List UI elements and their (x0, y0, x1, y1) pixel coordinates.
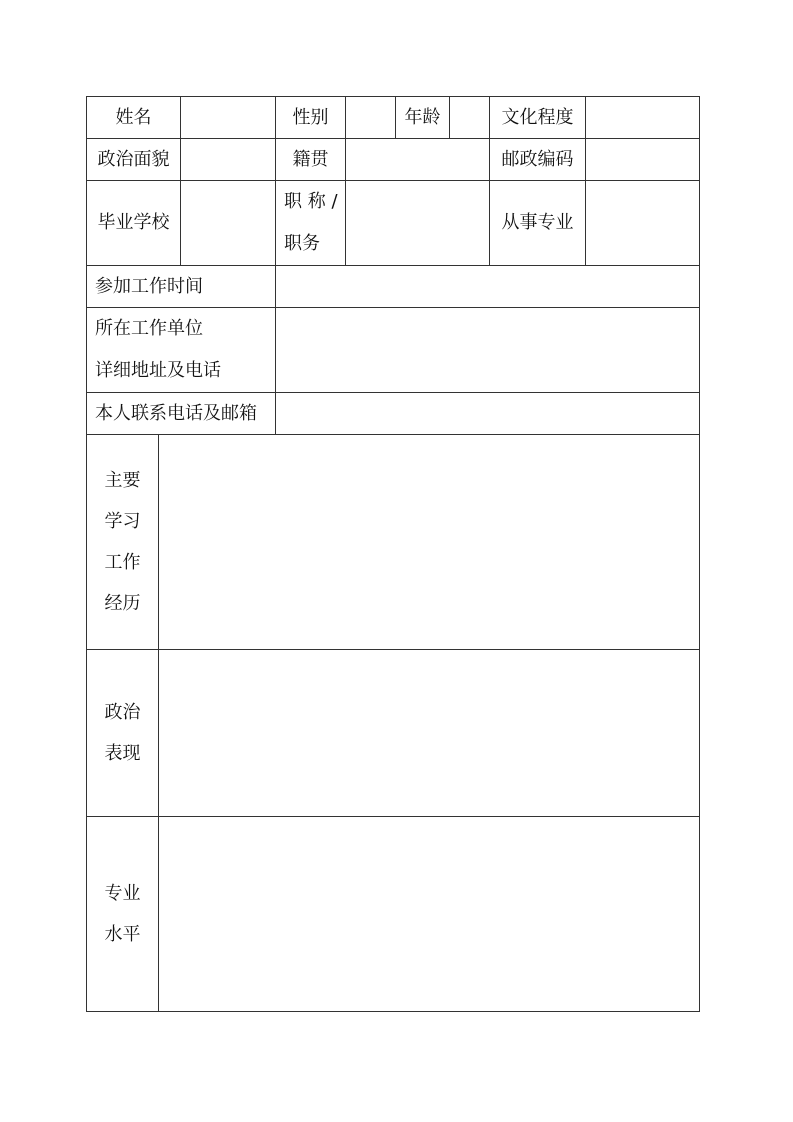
row-basic-info (87, 97, 700, 139)
specialty-label: 从事专业 (490, 181, 586, 266)
experience-label-line3: 工作 (104, 552, 141, 573)
experience-label-line1: 主要 (104, 470, 141, 491)
gender-label: 性别 (276, 97, 346, 139)
row-workplace (87, 308, 700, 393)
postcode-label: 邮政编码 (490, 139, 586, 181)
row-experience (87, 435, 700, 650)
row-school-title (87, 181, 700, 266)
row-contact (87, 393, 700, 435)
professional-level-label-line1: 专业 (104, 883, 141, 904)
age-label: 年龄 (396, 97, 450, 139)
workplace-label-line2: 详细地址及电话 (95, 360, 221, 381)
experience-label (87, 435, 159, 650)
job-title-field[interactable] (346, 181, 490, 266)
contact-label: 本人联系电话及邮箱 (87, 393, 276, 435)
political-performance-label-line1: 政治 (104, 702, 141, 723)
political-performance-label (87, 650, 159, 817)
row-start-work (87, 266, 700, 308)
specialty-field[interactable] (586, 181, 700, 266)
postcode-field[interactable] (586, 139, 700, 181)
education-label: 文化程度 (490, 97, 586, 139)
job-title-label-line2: 职务 (284, 233, 320, 254)
row-political-native (87, 139, 700, 181)
school-label: 毕业学校 (87, 181, 181, 266)
contact-field[interactable] (276, 393, 700, 435)
education-field[interactable] (586, 97, 700, 139)
workplace-label (87, 308, 276, 393)
native-place-field[interactable] (346, 139, 490, 181)
name-label: 姓名 (87, 97, 181, 139)
row-political-performance (87, 650, 700, 817)
school-field[interactable] (181, 181, 276, 266)
political-status-label: 政治面貌 (87, 139, 181, 181)
political-performance-field[interactable] (159, 650, 700, 817)
job-title-label-line1: 职 称 / (284, 191, 338, 212)
row-professional-level (87, 817, 700, 1012)
gender-field[interactable] (346, 97, 396, 139)
native-place-label: 籍贯 (276, 139, 346, 181)
name-field[interactable] (181, 97, 276, 139)
start-work-label: 参加工作时间 (87, 266, 276, 308)
registration-form-table (86, 96, 700, 1012)
workplace-label-line1: 所在工作单位 (95, 318, 203, 339)
experience-label-line4: 经历 (104, 593, 141, 614)
professional-level-label-line2: 水平 (104, 924, 141, 945)
political-performance-label-line2: 表现 (104, 743, 141, 764)
experience-field[interactable] (159, 435, 700, 650)
start-work-field[interactable] (276, 266, 700, 308)
political-status-field[interactable] (181, 139, 276, 181)
age-field[interactable] (450, 97, 490, 139)
experience-label-line2: 学习 (104, 511, 141, 532)
job-title-label (276, 181, 346, 266)
professional-level-field[interactable] (159, 817, 700, 1012)
professional-level-label (87, 817, 159, 1012)
workplace-field[interactable] (276, 308, 700, 393)
